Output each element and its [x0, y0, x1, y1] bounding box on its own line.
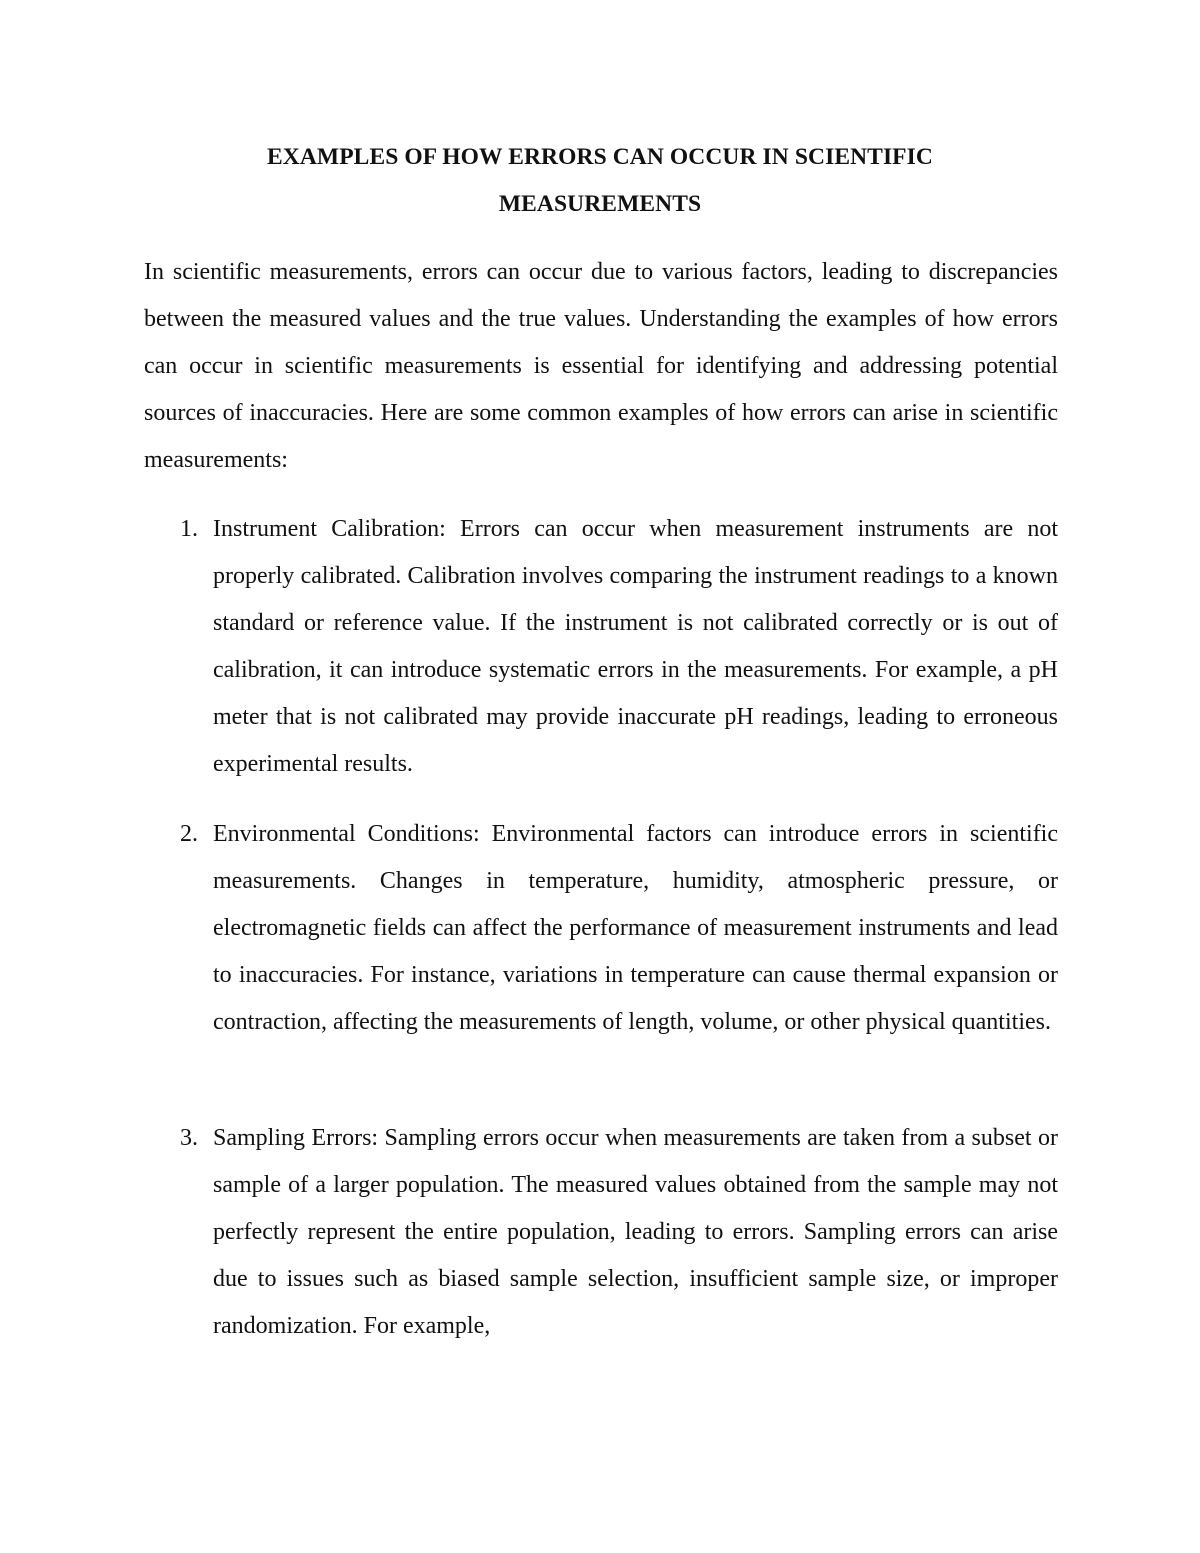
list-item-number: 1.: [180, 516, 198, 542]
list-item: [180, 506, 1058, 788]
title-line-1: EXAMPLES OF HOW ERRORS CAN OCCUR IN SCIENTIFIC: [267, 144, 933, 170]
list-item: [180, 1115, 1058, 1350]
list-item-number: 2.: [180, 821, 198, 847]
list-item-text: Sampling Errors: Sampling errors occur when measurements are taken from a subset or sample of a larger population. The measured values obtained from the sample may not perfectly represent the entire population, leading to errors. Sampling errors can arise due to issues such as biased sample selection, insufficient sample size, or improper randomization. For example,: [213, 1125, 1058, 1339]
title-line-2: MEASUREMENTS: [498, 191, 702, 217]
list-item-text: Instrument Calibration: Errors can occur when measurement instruments are not properly calibrated. Calibration involves comparing the instrument readings to a known standard or reference value. If the instrument is not calibrated correctly or is out of calibration, it can introduce systematic errors in the measurements. For example, a pH meter that is not calibrated may provide inaccurate pH readings, leading to erroneous experimental results.: [213, 516, 1058, 777]
list-item-text: Environmental Conditions: Environmental factors can introduce errors in scientific measurements. Changes in temperature, humidity, atmospheric pressure, or electromagnetic fields can affect the performance of measurement instruments and lead to inaccuracies. For instance, variations in temperature can cause thermal expansion or contraction, affecting the measurements of length, volume, or other physical quantities.: [213, 821, 1058, 1035]
document-title: [140, 134, 1060, 228]
intro-paragraph: In scientific measurements, errors can occur due to various factors, leading to discrepancies between the measured values and the true values. Understanding the examples of how errors can occur in scientific measurements is essential for identifying and addressing potential sources of inaccuracies. Here are some common examples of how errors can arise in scientific measurements:: [144, 259, 1058, 473]
list-item-number: 3.: [180, 1125, 198, 1151]
list-item: [180, 811, 1058, 1046]
